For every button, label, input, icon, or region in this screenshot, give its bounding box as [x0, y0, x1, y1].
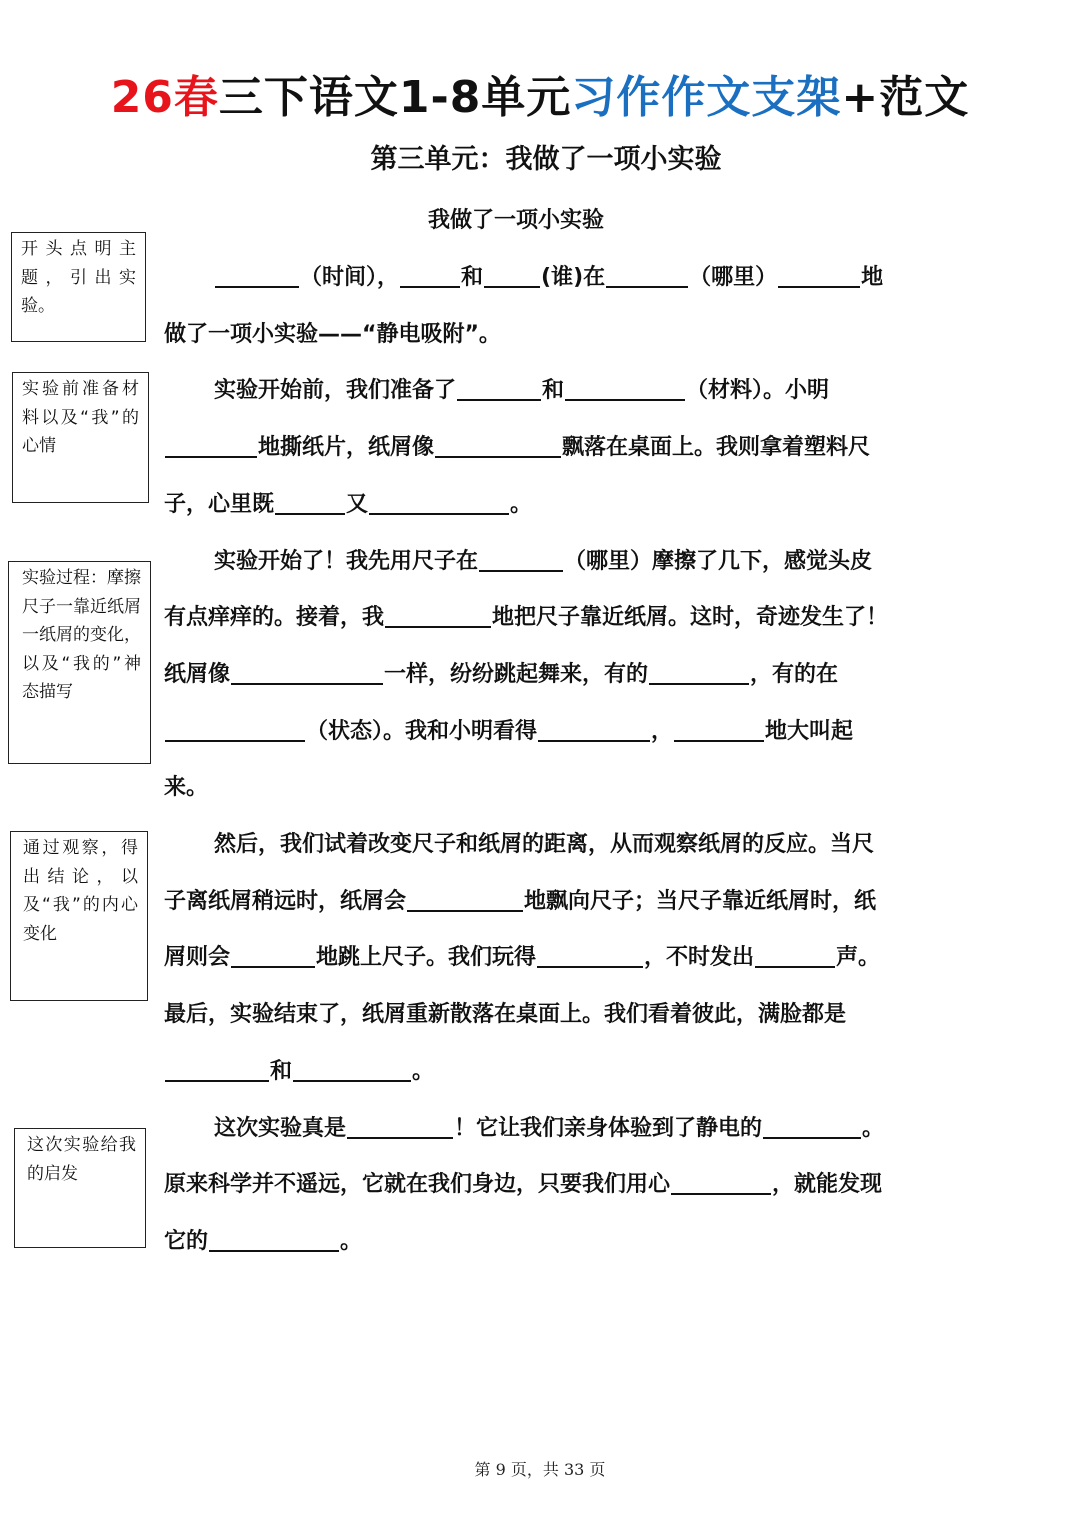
- fill-blank[interactable]: [165, 740, 305, 742]
- fill-blank[interactable]: [209, 1250, 339, 1252]
- text-segment: 。原来科学并不遥远，它就在我们身边，只要我们用心: [164, 1115, 885, 1198]
- text-segment: 。: [510, 491, 533, 517]
- text-segment: 又: [346, 491, 369, 517]
- text-segment: 一样，纷纷跳起舞来，有的: [384, 661, 649, 687]
- fill-blank[interactable]: [165, 456, 257, 458]
- paragraph-process: [164, 534, 894, 818]
- fill-blank[interactable]: [407, 910, 523, 912]
- text-segment: (谁)在: [541, 265, 606, 290]
- text-segment: ，就能发现它的: [164, 1172, 883, 1254]
- fill-blank[interactable]: [606, 286, 688, 288]
- text-segment: 地做了一项小实验——“静电吸附”。: [164, 265, 884, 347]
- fill-blank[interactable]: [293, 1080, 411, 1082]
- text-segment: 实验开始了！我先用尺子在: [214, 548, 479, 574]
- side-note-conclusion: 通过观察，得出结论，以及“我”的内心变化: [10, 831, 148, 1001]
- text-segment: （状态）。我和小明看得: [306, 718, 538, 744]
- text-segment: ，: [651, 718, 674, 744]
- text-segment: ，有的在: [750, 661, 839, 687]
- fill-blank[interactable]: [649, 683, 749, 685]
- text-segment: 和: [461, 265, 484, 290]
- text-segment: 地大叫起来。: [164, 718, 854, 801]
- side-note-intro: 开头点明主题，引出实验。: [11, 232, 146, 342]
- fill-blank[interactable]: [400, 286, 460, 288]
- fill-blank[interactable]: [385, 626, 491, 628]
- text-segment: 地跳上尺子。我们玩得: [316, 945, 537, 971]
- text-segment: ，不时发出: [644, 945, 755, 971]
- fill-blank[interactable]: [231, 683, 383, 685]
- fill-blank[interactable]: [538, 740, 650, 742]
- text-segment: 然后，我们试着改变尺子和纸屑的距离，从而观察纸屑的反应。当尺子离纸屑稍远时，纸屑会: [164, 832, 875, 914]
- fill-blank[interactable]: [435, 456, 561, 458]
- side-note-process: 实验过程：摩擦尺子一靠近纸屑一纸屑的变化，以及“我的”神态描写: [8, 561, 151, 764]
- text-segment: ！它让我们亲身体验到了静电的: [454, 1115, 763, 1141]
- fill-blank[interactable]: [484, 286, 540, 288]
- title-part-black-2: +范文: [841, 72, 970, 123]
- text-segment: 。: [412, 1058, 435, 1084]
- text-segment: 声。最后，实验结束了，纸屑重新散落在桌面上。我们看着彼此，满脸都是: [164, 945, 881, 1028]
- text-segment: 和: [542, 378, 565, 404]
- text-segment: 地撕纸片，纸屑像: [258, 435, 435, 461]
- title-part-black: 三下语文1-8单元: [218, 72, 572, 123]
- text-segment: 地飘向尺子；当尺子靠近纸屑时，纸屑则会: [164, 888, 877, 971]
- page-footer: 第 9 页，共 33 页: [474, 1460, 606, 1479]
- main-title: [0, 70, 1080, 126]
- fill-blank[interactable]: [537, 966, 643, 968]
- title-part-red: 26春: [110, 72, 219, 123]
- fill-blank[interactable]: [457, 399, 541, 401]
- fill-blank[interactable]: [778, 286, 860, 288]
- essay-body: [164, 250, 894, 1271]
- text-segment: （哪里）: [689, 265, 778, 290]
- side-note-preparation: 实验前准备材料以及“我”的心情: [12, 372, 149, 503]
- fill-blank[interactable]: [369, 513, 509, 515]
- fill-blank[interactable]: [755, 966, 835, 968]
- text-segment: （时间），: [300, 265, 400, 290]
- essay-title: 我做了一项小实验: [427, 208, 604, 233]
- paragraph-inspiration: [164, 1101, 894, 1271]
- text-segment: 。: [340, 1228, 363, 1254]
- text-segment: （哪里）摩擦了几下，感觉头皮有点痒痒的。接着，我: [164, 548, 873, 631]
- paragraph-opening: [164, 250, 894, 363]
- fill-blank[interactable]: [479, 570, 563, 572]
- fill-blank[interactable]: [347, 1137, 453, 1139]
- text-segment: 地把尺子靠近纸屑。这时，奇迹发生了！纸屑像: [164, 605, 889, 687]
- fill-blank[interactable]: [565, 399, 685, 401]
- paragraph-observation: [164, 817, 894, 1101]
- text-segment: 和: [270, 1058, 293, 1084]
- text-segment: 这次实验真是: [214, 1115, 347, 1141]
- text-segment: 实验开始前，我们准备了: [214, 378, 457, 404]
- title-part-blue: 习作作文支架: [571, 72, 842, 123]
- fill-blank[interactable]: [231, 966, 315, 968]
- paragraph-preparation: [164, 363, 894, 533]
- side-note-inspiration: 这次实验给我的启发: [14, 1128, 146, 1248]
- fill-blank[interactable]: [763, 1137, 861, 1139]
- fill-blank[interactable]: [275, 513, 345, 515]
- text-segment: （材料）。小明: [686, 378, 830, 404]
- fill-blank[interactable]: [165, 1080, 269, 1082]
- unit-title: 第三单元：我做了一项小实验: [370, 144, 722, 175]
- text-segment: 飘落在桌面上。我则拿着塑料尺子，心里既: [164, 435, 871, 517]
- fill-blank[interactable]: [215, 286, 299, 288]
- fill-blank[interactable]: [674, 740, 764, 742]
- fill-blank[interactable]: [671, 1193, 771, 1195]
